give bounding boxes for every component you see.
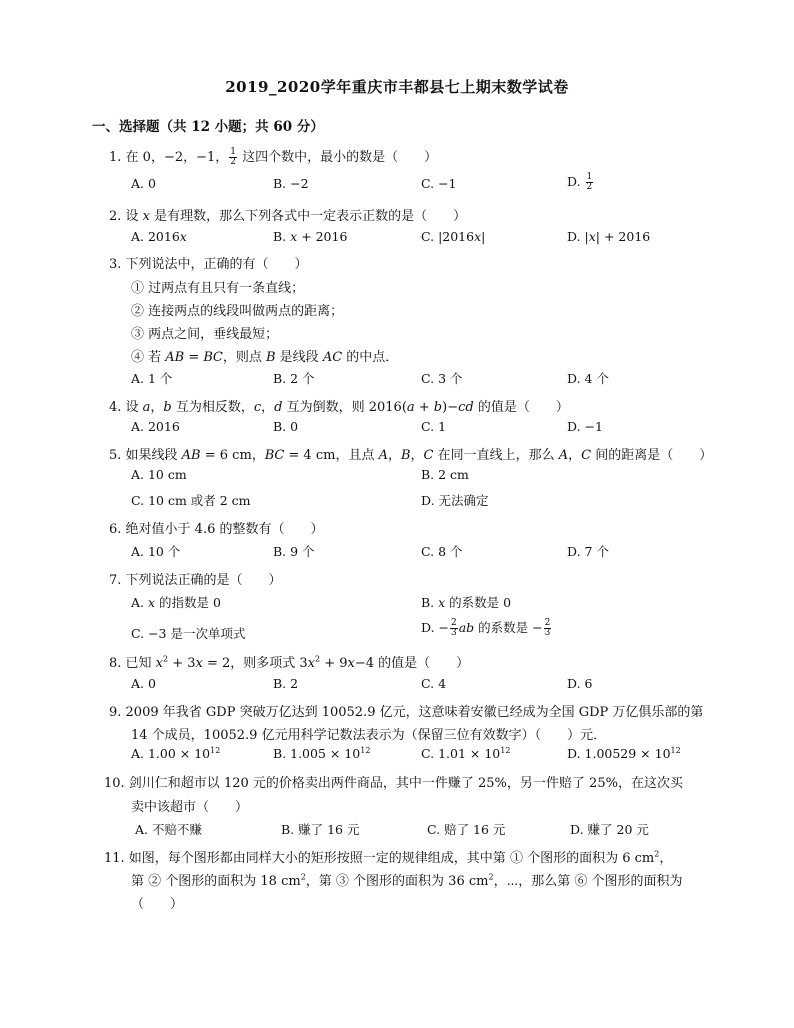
q7-option-c[interactable]: C. −3 是一次单项式 (131, 626, 246, 641)
q2-option-c[interactable]: C. |2016𝑥| (421, 229, 486, 244)
question-7: 7. 下列说法正确的是（ ） (109, 573, 282, 588)
question-3: 3. 下列说法中，正确的有（ ） (109, 257, 308, 272)
q3-statement-3: ③ 两点之间，垂线最短； (131, 327, 279, 342)
q8-option-d[interactable]: D. 6 (567, 676, 593, 691)
q4-option-c[interactable]: C. 1 (421, 419, 447, 434)
q3-statement-4: ④ 若 𝐴𝐵 = 𝐵𝐶，则点 𝐵 是线段 𝐴𝐶 的中点． (131, 350, 399, 365)
q1-option-b[interactable]: B. −2 (273, 176, 309, 191)
q5-option-a[interactable]: A. 10 cm (131, 467, 187, 482)
section-heading: 一、选择题（共 12 小题；共 60 分） (92, 119, 324, 135)
q3-option-c[interactable]: C. 3 个 (421, 371, 463, 386)
q6-option-c[interactable]: C. 8 个 (421, 544, 463, 559)
question-9-line-2: 14 个成员，10052.9 亿元用科学记数法表示为（保留三位有效数字）（ ）元． (131, 728, 607, 743)
q9-option-b[interactable]: B. $1.005 \times 10^{12}$ (273, 746, 371, 762)
q7-option-d[interactable]: D. − $\frac{2}{3}$ 𝑎𝑏 的系数是 − $\frac{2}{3}$ (421, 618, 551, 638)
q6-option-b[interactable]: B. 9 个 (273, 544, 315, 559)
question-11-line-2: 第 ② 个图形的面积为 18 $cm^2$，第 ③ 个图形的面积为 36 $cm^2$，⋯，那么第 ⑥ 个图形的面积为 (131, 872, 683, 889)
q9-option-d[interactable]: D. $1.00529 \times 10^{12}$ (567, 746, 681, 762)
q3-option-b[interactable]: B. 2 个 (273, 371, 315, 386)
exam-title: 2019_2020学年重庆市丰都县七上期末数学试卷 (225, 78, 569, 96)
q3-statement-1: ① 过两点有且只有一条直线； (131, 281, 305, 296)
q7-option-b[interactable]: B. 𝑥 的系数是 0 (421, 595, 512, 610)
question-1: 1. 在 0，−2，−1， $\frac{1}{2}$ 这四个数中，最小的数是（ ） (109, 147, 438, 167)
q2-option-a[interactable]: A. 2016𝑥 (131, 229, 187, 244)
q5-option-b[interactable]: B. 2 cm (421, 467, 469, 482)
q5-option-d[interactable]: D. 无法确定 (421, 493, 489, 508)
q3-statement-2: ② 连接两点的线段叫做两点的距离； (131, 304, 344, 319)
q6-option-a[interactable]: A. 10 个 (131, 544, 181, 559)
q4-option-b[interactable]: B. 0 (273, 419, 299, 434)
q4-option-d[interactable]: D. −1 (567, 419, 603, 434)
question-10-line-1: 10. 剑川仁和超市以 120 元的价格卖出两件商品，其中一件赚了 25%，另一件赔了 25%，在这次买 (104, 776, 683, 791)
question-5: 5. 如果线段 𝐴𝐵 = 6 cm，𝐵𝐶 = 4 cm，且点 𝐴，𝐵，𝐶 在同一直线上，那么 𝐴，𝐶 间的距离是（ ） (109, 448, 713, 463)
question-11-line-1: 11. 如图，每个图形都由同样大小的矩形按照一定的规律组成，其中第 ① 个图形的面积为 6 $cm^2$， (104, 849, 673, 866)
question-6: 6. 绝对值小于 4.6 的整数有（ ） (109, 522, 324, 537)
q10-option-c[interactable]: C. 赔了 16 元 (427, 822, 506, 837)
question-9-line-1: 9. 2009 年我省 GDP 突破万亿达到 10052.9 亿元，这意味着安徽已经成为全国 GDP 万亿俱乐部的第 (109, 705, 704, 720)
q1-option-d[interactable]: D. $\frac{1}{2}$ (567, 172, 593, 192)
q9-option-a[interactable]: A. $1.00 \times 10^{12}$ (131, 746, 221, 762)
q2-option-b[interactable]: B. 𝑥 + 2016 (273, 229, 348, 244)
q10-option-d[interactable]: D. 赚了 20 元 (570, 822, 649, 837)
question-4: 4. 设 𝑎，𝑏 互为相反数，𝑐，𝑑 互为倒数，则 2016(𝑎 + 𝑏)−𝑐𝑑 的值是（ ） (109, 400, 569, 415)
q8-option-a[interactable]: A. 0 (131, 676, 156, 691)
question-8: 8. 已知 𝑥$^2$ + 3𝑥 = 2，则多项式 3𝑥$^2$ + 9𝑥−4 的值是（ ） (109, 654, 470, 671)
q4-option-a[interactable]: A. 2016 (131, 419, 180, 434)
q5-option-c[interactable]: C. 10 cm 或者 2 cm (131, 493, 251, 508)
q8-option-b[interactable]: B. 2 (273, 676, 299, 691)
q6-option-d[interactable]: D. 7 个 (567, 544, 609, 559)
q10-option-b[interactable]: B. 赚了 16 元 (281, 822, 360, 837)
q1-option-c[interactable]: C. −1 (421, 176, 457, 191)
fraction: $\frac{1}{2}$ (230, 147, 237, 167)
q8-option-c[interactable]: C. 4 (421, 676, 447, 691)
question-2: 2. 设 𝑥 是有理数，那么下列各式中一定表示正数的是（ ） (109, 209, 467, 224)
q1-option-a[interactable]: A. 0 (131, 176, 156, 191)
q2-option-d[interactable]: D. |𝑥| + 2016 (567, 229, 651, 244)
q3-option-d[interactable]: D. 4 个 (567, 371, 609, 386)
q7-option-a[interactable]: A. 𝑥 的指数是 0 (131, 595, 221, 610)
question-11-line-3: （ ） (131, 897, 184, 912)
question-10-line-2: 卖中该超市（ ） (131, 800, 249, 815)
q10-option-a[interactable]: A. 不赔不赚 (135, 822, 202, 837)
q3-option-a[interactable]: A. 1 个 (131, 371, 173, 386)
q9-option-c[interactable]: C. $1.01 \times 10^{12}$ (421, 746, 511, 762)
